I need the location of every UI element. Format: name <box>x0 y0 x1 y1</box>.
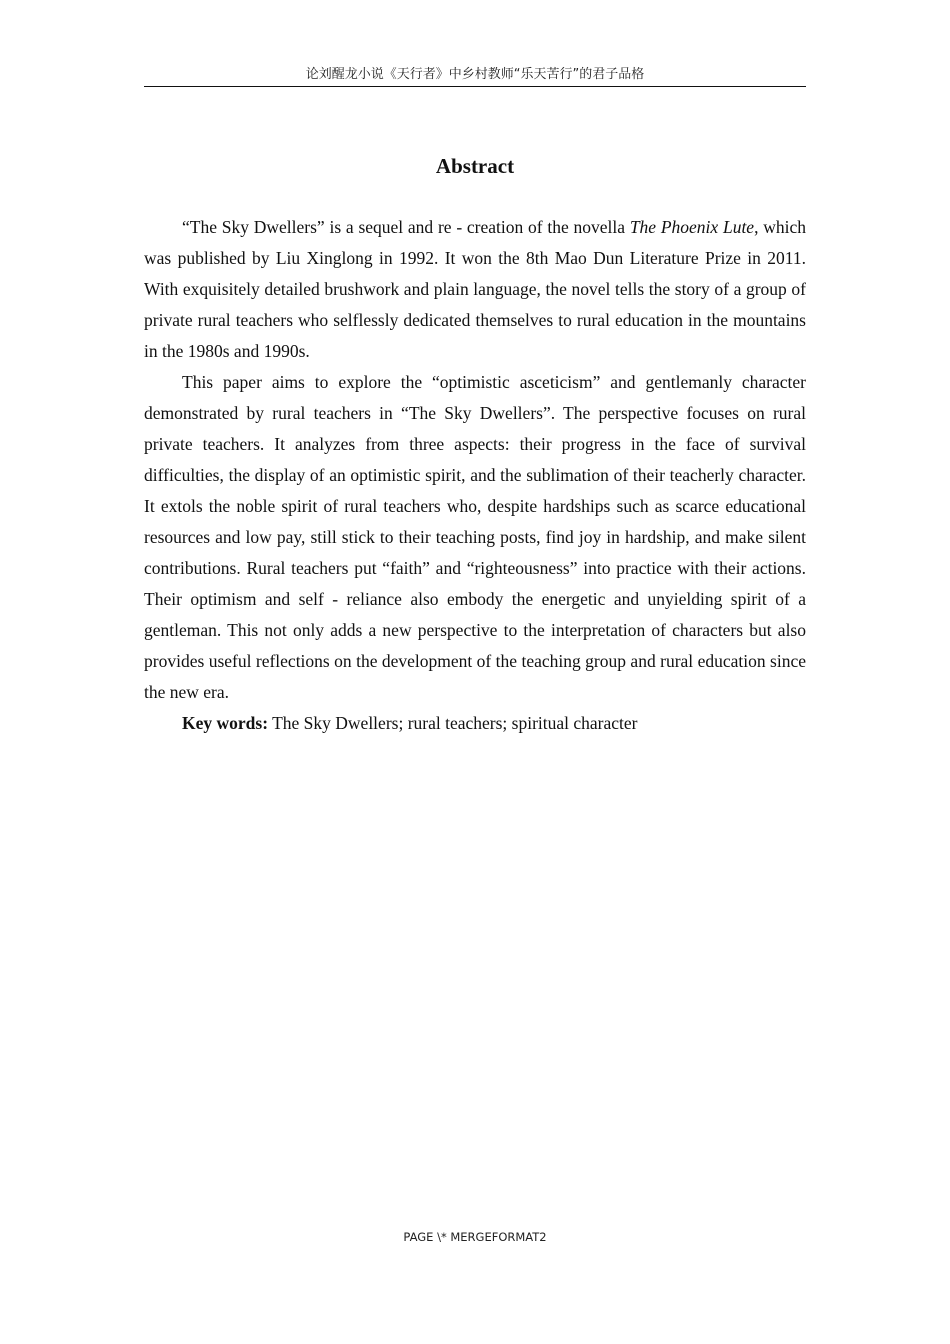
abstract-paragraph-1 <box>144 212 806 367</box>
page-footer: PAGE \* MERGEFORMAT2 <box>403 1230 547 1244</box>
running-header: 论刘醒龙小说《天行者》中乡村教师“乐天苦行”的君子品格 <box>305 67 645 82</box>
abstract-paragraph-2: This paper aims to explore the “optimistic asceticism” and gentlemanly character demonstrated by rural teachers in “The Sky Dwellers”. The perspective focuses on rural private teachers. It analyzes from three aspects: their progress in the face of survival difficulties, the display of an optimistic spirit, and the sublimation of their teacherly character. It extols the noble spirit of rural teachers who, despite hardships such as scarce educational resources and low pay, still stick to their teaching posts, find joy in hardship, and make silent contributions. Rural teachers put “faith” and “righteousness” into practice with their actions. Their optimism and self - reliance also embody the energetic and unyielding spirit of a gentleman. This not only adds a new perspective to the interpretation of characters but also provides useful reflections on the development of the teaching group and rural education since the new era. <box>144 372 806 702</box>
abstract-heading: Abstract <box>435 154 515 178</box>
abstract-body <box>144 212 806 739</box>
p1-text-start: “The Sky Dwellers” is a sequel and re - creation of the novella <box>182 217 630 237</box>
keywords-text: The Sky Dwellers; rural teachers; spiritual character <box>268 713 638 733</box>
keywords-label: Key words: <box>182 713 269 733</box>
keywords-line <box>144 708 806 739</box>
header-divider <box>144 86 806 87</box>
novella-title: The Phoenix Lute <box>629 217 755 237</box>
p1-text-end: , which was published by Liu Xinglong in 1992. It won the 8th Mao Dun Literature Prize in 2011. With exquisitely detailed brushwork and plain language, the novel tells the story of a group of private rural teachers who selflessly dedicated themselves to rural education in the mountains in the 1980s and 1990s. <box>144 217 806 361</box>
